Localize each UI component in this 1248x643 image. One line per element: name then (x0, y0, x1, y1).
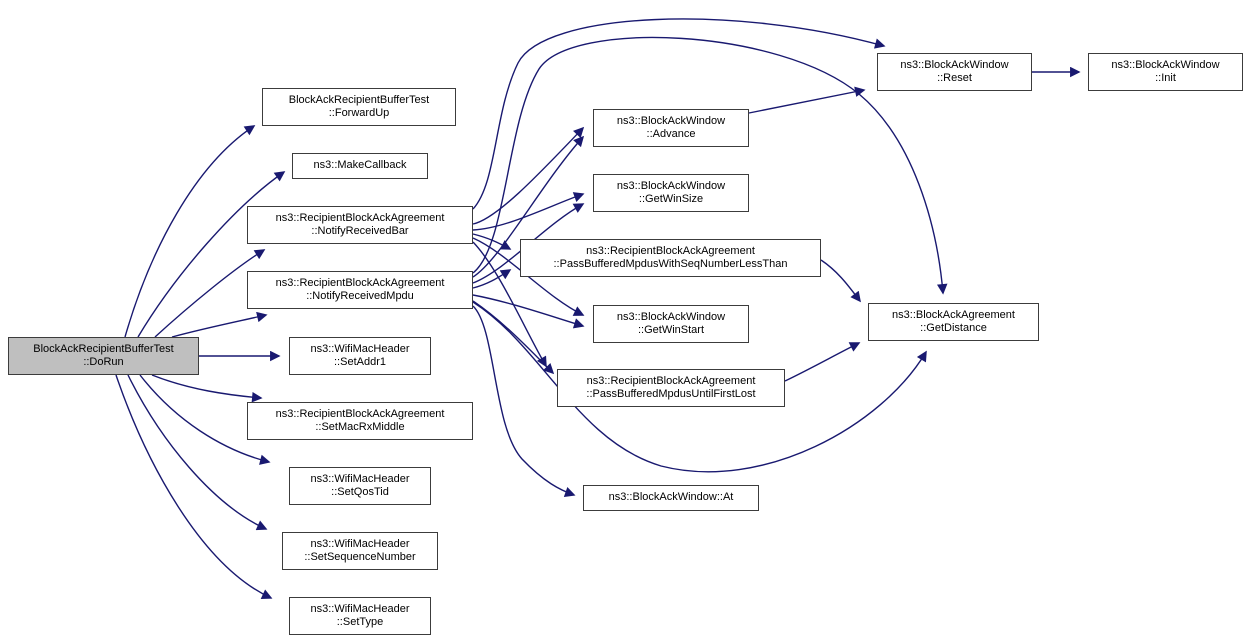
node-label: ns3::BlockAckWindow (616, 310, 726, 323)
node-label: ns3::RecipientBlockAckAgreement (586, 374, 756, 387)
node-label: ns3::RecipientBlockAckAgreement (586, 244, 755, 257)
node-passbufferedmpdusuntilfirstlost[interactable] (557, 369, 785, 407)
edge-passuntilfirstlost-getdistance (785, 343, 859, 381)
node-setsequencenumber[interactable] (282, 532, 438, 570)
node-label: ::GetDistance (920, 322, 987, 334)
node-label: ::NotifyReceivedBar (311, 225, 409, 237)
edge-notifyreceivedbar-getwinsize (473, 194, 583, 230)
node-label: ::GetWinStart (637, 324, 705, 336)
edge-dorun-setmacrxmiddle (152, 375, 261, 398)
node-label: ::DoRun (83, 356, 124, 368)
node-reset[interactable] (877, 53, 1032, 91)
node-label: ns3::BlockAckWindow (616, 179, 726, 192)
node-label: ::PassBufferedMpdusWithSeqNumberLessThan (553, 258, 788, 270)
node-label: ns3::RecipientBlockAckAgreement (275, 211, 445, 224)
node-forwardup[interactable] (262, 88, 456, 126)
node-label: BlockAckRecipientBufferTest (33, 342, 174, 355)
node-label: ::SetMacRxMiddle (315, 421, 405, 433)
node-label: ::Advance (646, 128, 696, 140)
node-label: ::PassBufferedMpdusUntilFirstLost (586, 388, 756, 400)
node-getwinsize[interactable] (593, 174, 749, 212)
node-at[interactable] (583, 485, 759, 511)
node-advance[interactable] (593, 109, 749, 147)
node-makecallback[interactable] (292, 153, 428, 179)
node-dorun[interactable] (8, 337, 199, 375)
node-label: ns3::BlockAckWindow::At (608, 491, 734, 504)
node-label: ns3::RecipientBlockAckAgreement (275, 276, 445, 289)
edge-notifyreceivedmpdu-passuntilfirstlost (473, 301, 553, 373)
node-label: ns3::BlockAckAgreement (892, 308, 1015, 321)
node-label: ::Reset (937, 72, 972, 84)
node-label: ns3::BlockAckWindow (900, 58, 1009, 71)
node-label: ns3::MakeCallback (313, 159, 407, 172)
edge-dorun-forwardup (125, 126, 254, 337)
node-label: ::SetSequenceNumber (304, 551, 416, 563)
node-label: ::GetWinSize (638, 193, 704, 205)
node-label: ::ForwardUp (328, 107, 390, 119)
node-setqostid[interactable] (289, 467, 431, 505)
node-label: ::SetAddr1 (334, 356, 386, 368)
node-label: ns3::BlockAckWindow (1111, 58, 1220, 71)
node-init[interactable] (1088, 53, 1243, 91)
node-label: ::NotifyReceivedMpdu (306, 290, 414, 302)
node-getwinstart[interactable] (593, 305, 749, 343)
node-label: ns3::BlockAckWindow (616, 114, 726, 127)
node-label: ns3::WifiMacHeader (310, 602, 410, 615)
edge-dorun-makecallback (138, 172, 284, 337)
node-label: ns3::RecipientBlockAckAgreement (275, 407, 445, 420)
node-setmacrxmiddle[interactable] (247, 402, 473, 440)
node-label: ns3::WifiMacHeader (310, 342, 410, 355)
node-label: ns3::WifiMacHeader (310, 472, 410, 485)
edge-passlessthan-getdistance (821, 260, 860, 301)
node-label: BlockAckRecipientBufferTest (288, 93, 430, 106)
node-setaddr1[interactable] (289, 337, 431, 375)
node-label: ::SetType (336, 616, 384, 628)
edge-dorun-notifyreceivedmpdu (172, 315, 266, 337)
edge-advance-reset (749, 90, 864, 113)
node-notifyreceivedbar[interactable] (247, 206, 473, 244)
edge-dorun-setsequencenumber (128, 375, 266, 529)
node-passbufferedmpduswithseqnumberlessthan[interactable] (520, 239, 821, 277)
node-label: ::SetQosTid (331, 486, 389, 498)
node-label: ::Init (1155, 72, 1176, 84)
edge-notifyreceivedmpdu-getwinstart (473, 295, 583, 326)
node-notifyreceivedmpdu[interactable] (247, 271, 473, 309)
node-label: ns3::WifiMacHeader (310, 537, 410, 550)
node-settype[interactable] (289, 597, 431, 635)
node-getdistance[interactable] (868, 303, 1039, 341)
